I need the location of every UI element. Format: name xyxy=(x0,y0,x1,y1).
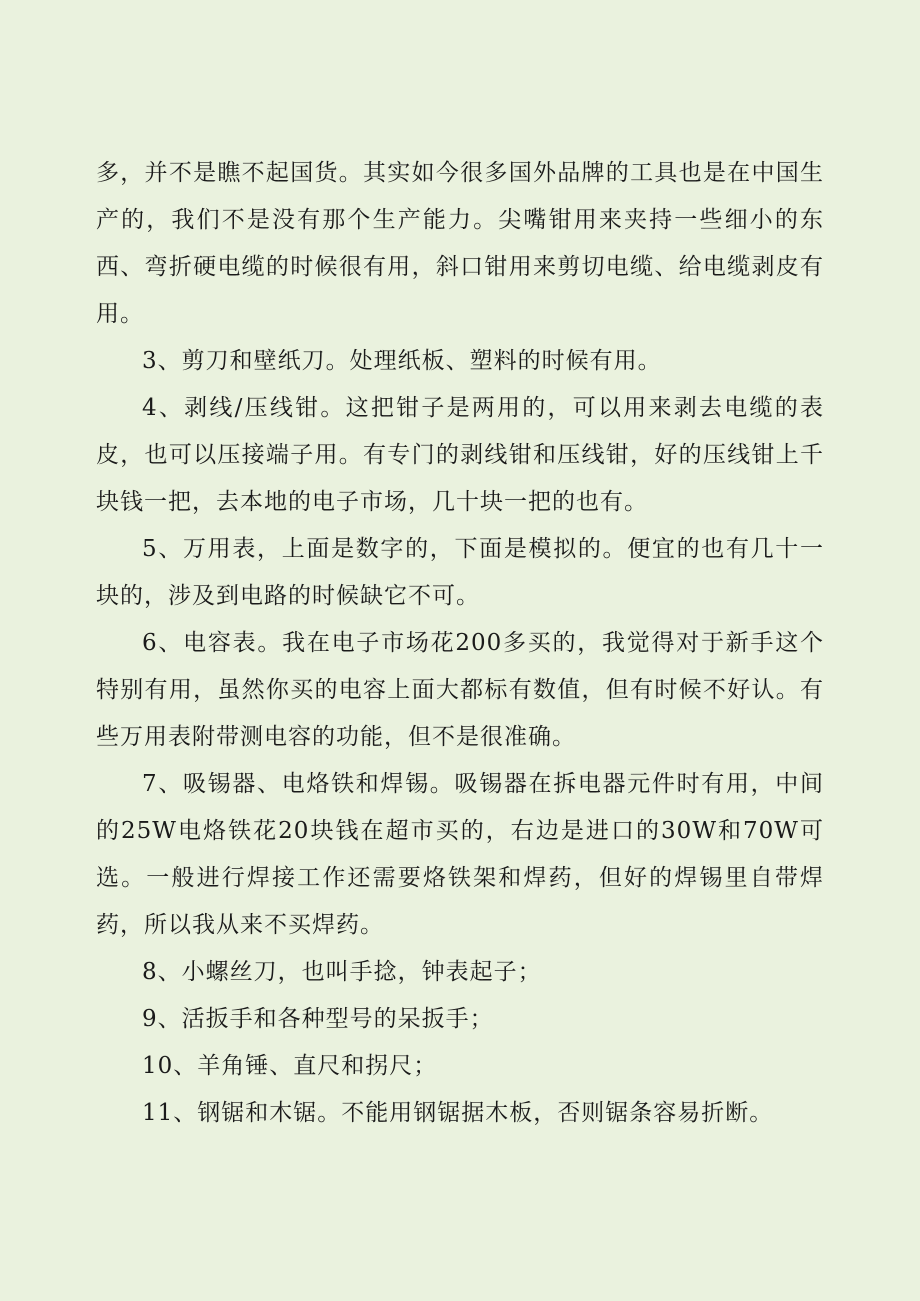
paragraph-item-7: 7、吸锡器、电烙铁和焊锡。吸锡器在拆电器元件时有用，中间的25W电烙铁花20块钱在超市买的，右边是进口的30W和70W可选。一般进行焊接工作还需要烙铁架和焊药，但好的焊锡里自带焊药，所以我从来不买焊药。 xyxy=(96,771,824,938)
paragraph-item-5: 5、万用表，上面是数字的，下面是模拟的。便宜的也有几十一块的，涉及到电路的时候缺它不可。 xyxy=(96,536,824,609)
paragraph-item-6: 6、电容表。我在电子市场花200多买的，我觉得对于新手这个特别有用，虽然你买的电容上面大都标有数值，但有时候不好认。有些万用表附带测电容的功能，但不是很准确。 xyxy=(96,630,824,750)
paragraph-item-8: 8、小螺丝刀，也叫手捻，钟表起子； xyxy=(142,959,542,985)
paragraph-item-4: 4、剥线/压线钳。这把钳子是两用的，可以用来剥去电缆的表皮，也可以压接端子用。有专门的剥线钳和压线钳，好的压线钳上千块钱一把，去本地的电子市场，几十块一把的也有。 xyxy=(96,395,824,515)
paragraph-item-10: 10、羊角锤、直尺和拐尺； xyxy=(142,1053,438,1079)
paragraph-item-9: 9、活扳手和各种型号的呆扳手； xyxy=(142,1006,494,1032)
paragraph-item-11: 11、钢锯和木锯。不能用钢锯据木板，否则锯条容易折断。 xyxy=(142,1100,774,1126)
paragraph-item-3: 3、剪刀和壁纸刀。处理纸板、塑料的时候有用。 xyxy=(142,348,662,374)
paragraph-continuation: 多，并不是瞧不起国货。其实如今很多国外品牌的工具也是在中国生产的，我们不是没有那个生产能力。尖嘴钳用来夹持一些细小的东西、弯折硬电缆的时候很有用，斜口钳用来剪切电缆、给电缆剥皮有用。 xyxy=(96,160,824,327)
